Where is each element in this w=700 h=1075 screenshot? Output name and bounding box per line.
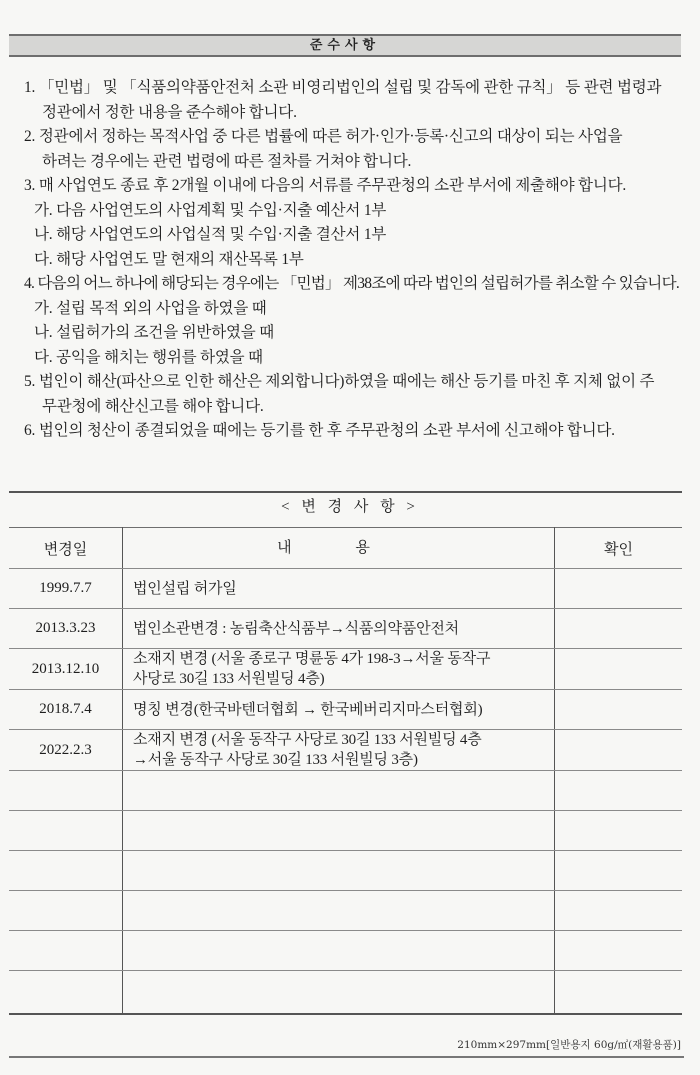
column-header-confirm: 확인 [555,528,683,569]
change-confirm [555,730,683,771]
change-date [9,971,123,1015]
change-confirm [555,971,683,1015]
table-row [9,690,682,730]
change-date [9,931,123,971]
change-confirm [555,931,683,971]
sub-item: 나. 해당 사업연도의 사업실적 및 수입·지출 결산서 1부 [34,226,387,243]
column-header-date: 변경일 [9,528,123,569]
item-text: 2. 정관에서 정하는 목적사업 중 다른 법률에 따른 허가·인가·등록·신고의 대상이 되는 사업을 [24,128,623,145]
change-date: 1999.7.7 [9,569,123,609]
change-confirm [555,690,683,730]
sub-item: 다. 해당 사업연도 말 현재의 재산목록 1부 [34,250,304,268]
table-row-empty [9,971,682,1015]
change-content [123,730,555,771]
change-date [9,891,123,931]
table-row-empty [9,771,682,811]
change-content [123,891,555,931]
content-line: 법인설립 허가일 [133,580,237,597]
sub-item: 다. 공익을 해치는 행위를 하였을 때 [34,348,263,366]
item-text: 1. 「민법」 및 「식품의약품안전처 소관 비영리법인의 설립 및 감독에 관한 규칙」 등 관련 법령과 [24,79,662,96]
change-confirm [555,811,683,851]
table-header-row [9,528,682,569]
change-confirm [555,891,683,931]
change-date: 2013.12.10 [9,649,123,690]
table-row-empty [9,891,682,931]
table-row-empty [9,931,682,971]
change-content [123,931,555,971]
compliance-items [24,76,686,444]
change-date [9,851,123,891]
changes-table [9,527,682,1015]
item-text: 하려는 경우에는 관련 법령에 따른 절차를 거쳐야 합니다. [42,152,412,170]
table-row [9,649,682,690]
sub-item: 가. 설립 목적 외의 사업을 하였을 때 [34,299,267,317]
sub-item: 가. 다음 사업연도의 사업계획 및 수입·지출 예산서 1부 [34,201,387,219]
content-line: 사당로 30길 133 서원빌딩 4층) [133,671,325,687]
change-confirm [555,609,683,649]
compliance-item-3 [24,174,686,272]
table-row [9,609,682,649]
compliance-item-2 [24,125,686,174]
compliance-item-5 [24,370,686,419]
change-date [9,771,123,811]
content-line: 소재지 변경 (서울 종로구 명륜동 4가 198-3→서울 동작구 [133,651,491,667]
change-confirm [555,771,683,811]
column-header-content: 내 용 [123,528,555,569]
change-content [123,971,555,1015]
change-content [123,569,555,609]
change-content [123,690,555,730]
table-row-empty [9,811,682,851]
change-content [123,851,555,891]
item-text: 5. 법인이 해산(파산으로 인한 해산은 제외합니다)하였을 때에는 해산 등기를 마친 후 지체 없이 주 [24,373,655,390]
change-content [123,649,555,690]
change-confirm [555,569,683,609]
change-date: 2022.2.3 [9,730,123,771]
item-text: 6. 법인의 청산이 종결되었을 때에는 등기를 한 후 주무관청의 소관 부서에 신고해야 합니다. [24,422,615,439]
compliance-header: 준수사항 [9,34,681,57]
changes-title: < 변 경 사 항 > [281,499,419,515]
item-text: 3. 매 사업연도 종료 후 2개월 이내에 다음의 서류를 주무관청의 소관 부서에 제출해야 합니다. [24,177,627,194]
change-confirm [555,649,683,690]
item-text: 정관에서 정한 내용을 준수해야 합니다. [42,103,297,121]
compliance-item-6 [24,419,686,444]
compliance-item-4 [24,272,686,370]
change-content [123,811,555,851]
item-text: 4. 다음의 어느 하나에 해당되는 경우에는 「민법」 제38조에 따라 법인의 설립허가를 취소할 수 있습니다. [24,275,680,292]
table-row [9,569,682,609]
table-row-empty [9,851,682,891]
content-line: 법인소관변경 : 농림축산식품부→식품의약품안전처 [133,620,459,637]
table-row [9,730,682,771]
sub-item: 나. 설립허가의 조건을 위반하였을 때 [34,324,274,341]
change-date [9,811,123,851]
change-confirm [555,851,683,891]
section-divider [9,491,682,493]
content-line: 소재지 변경 (서울 동작구 사당로 30길 133 서원빌딩 4층 [133,732,482,748]
change-content [123,609,555,649]
item-text: 무관청에 해산신고를 해야 합니다. [42,397,264,415]
change-date: 2013.3.23 [9,609,123,649]
footer-rule [9,1056,684,1058]
change-content [123,771,555,811]
change-date: 2018.7.4 [9,690,123,730]
paper-spec: 210mm×297mm[일반용지 60g/㎡(재활용품)] [457,1039,681,1051]
content-line: 명칭 변경(한국바텐더협회 → 한국베버리지마스터협회) [133,701,483,718]
compliance-item-1 [24,76,686,125]
content-line: →서울 동작구 사당로 30길 133 서원빌딩 3층) [133,752,418,768]
